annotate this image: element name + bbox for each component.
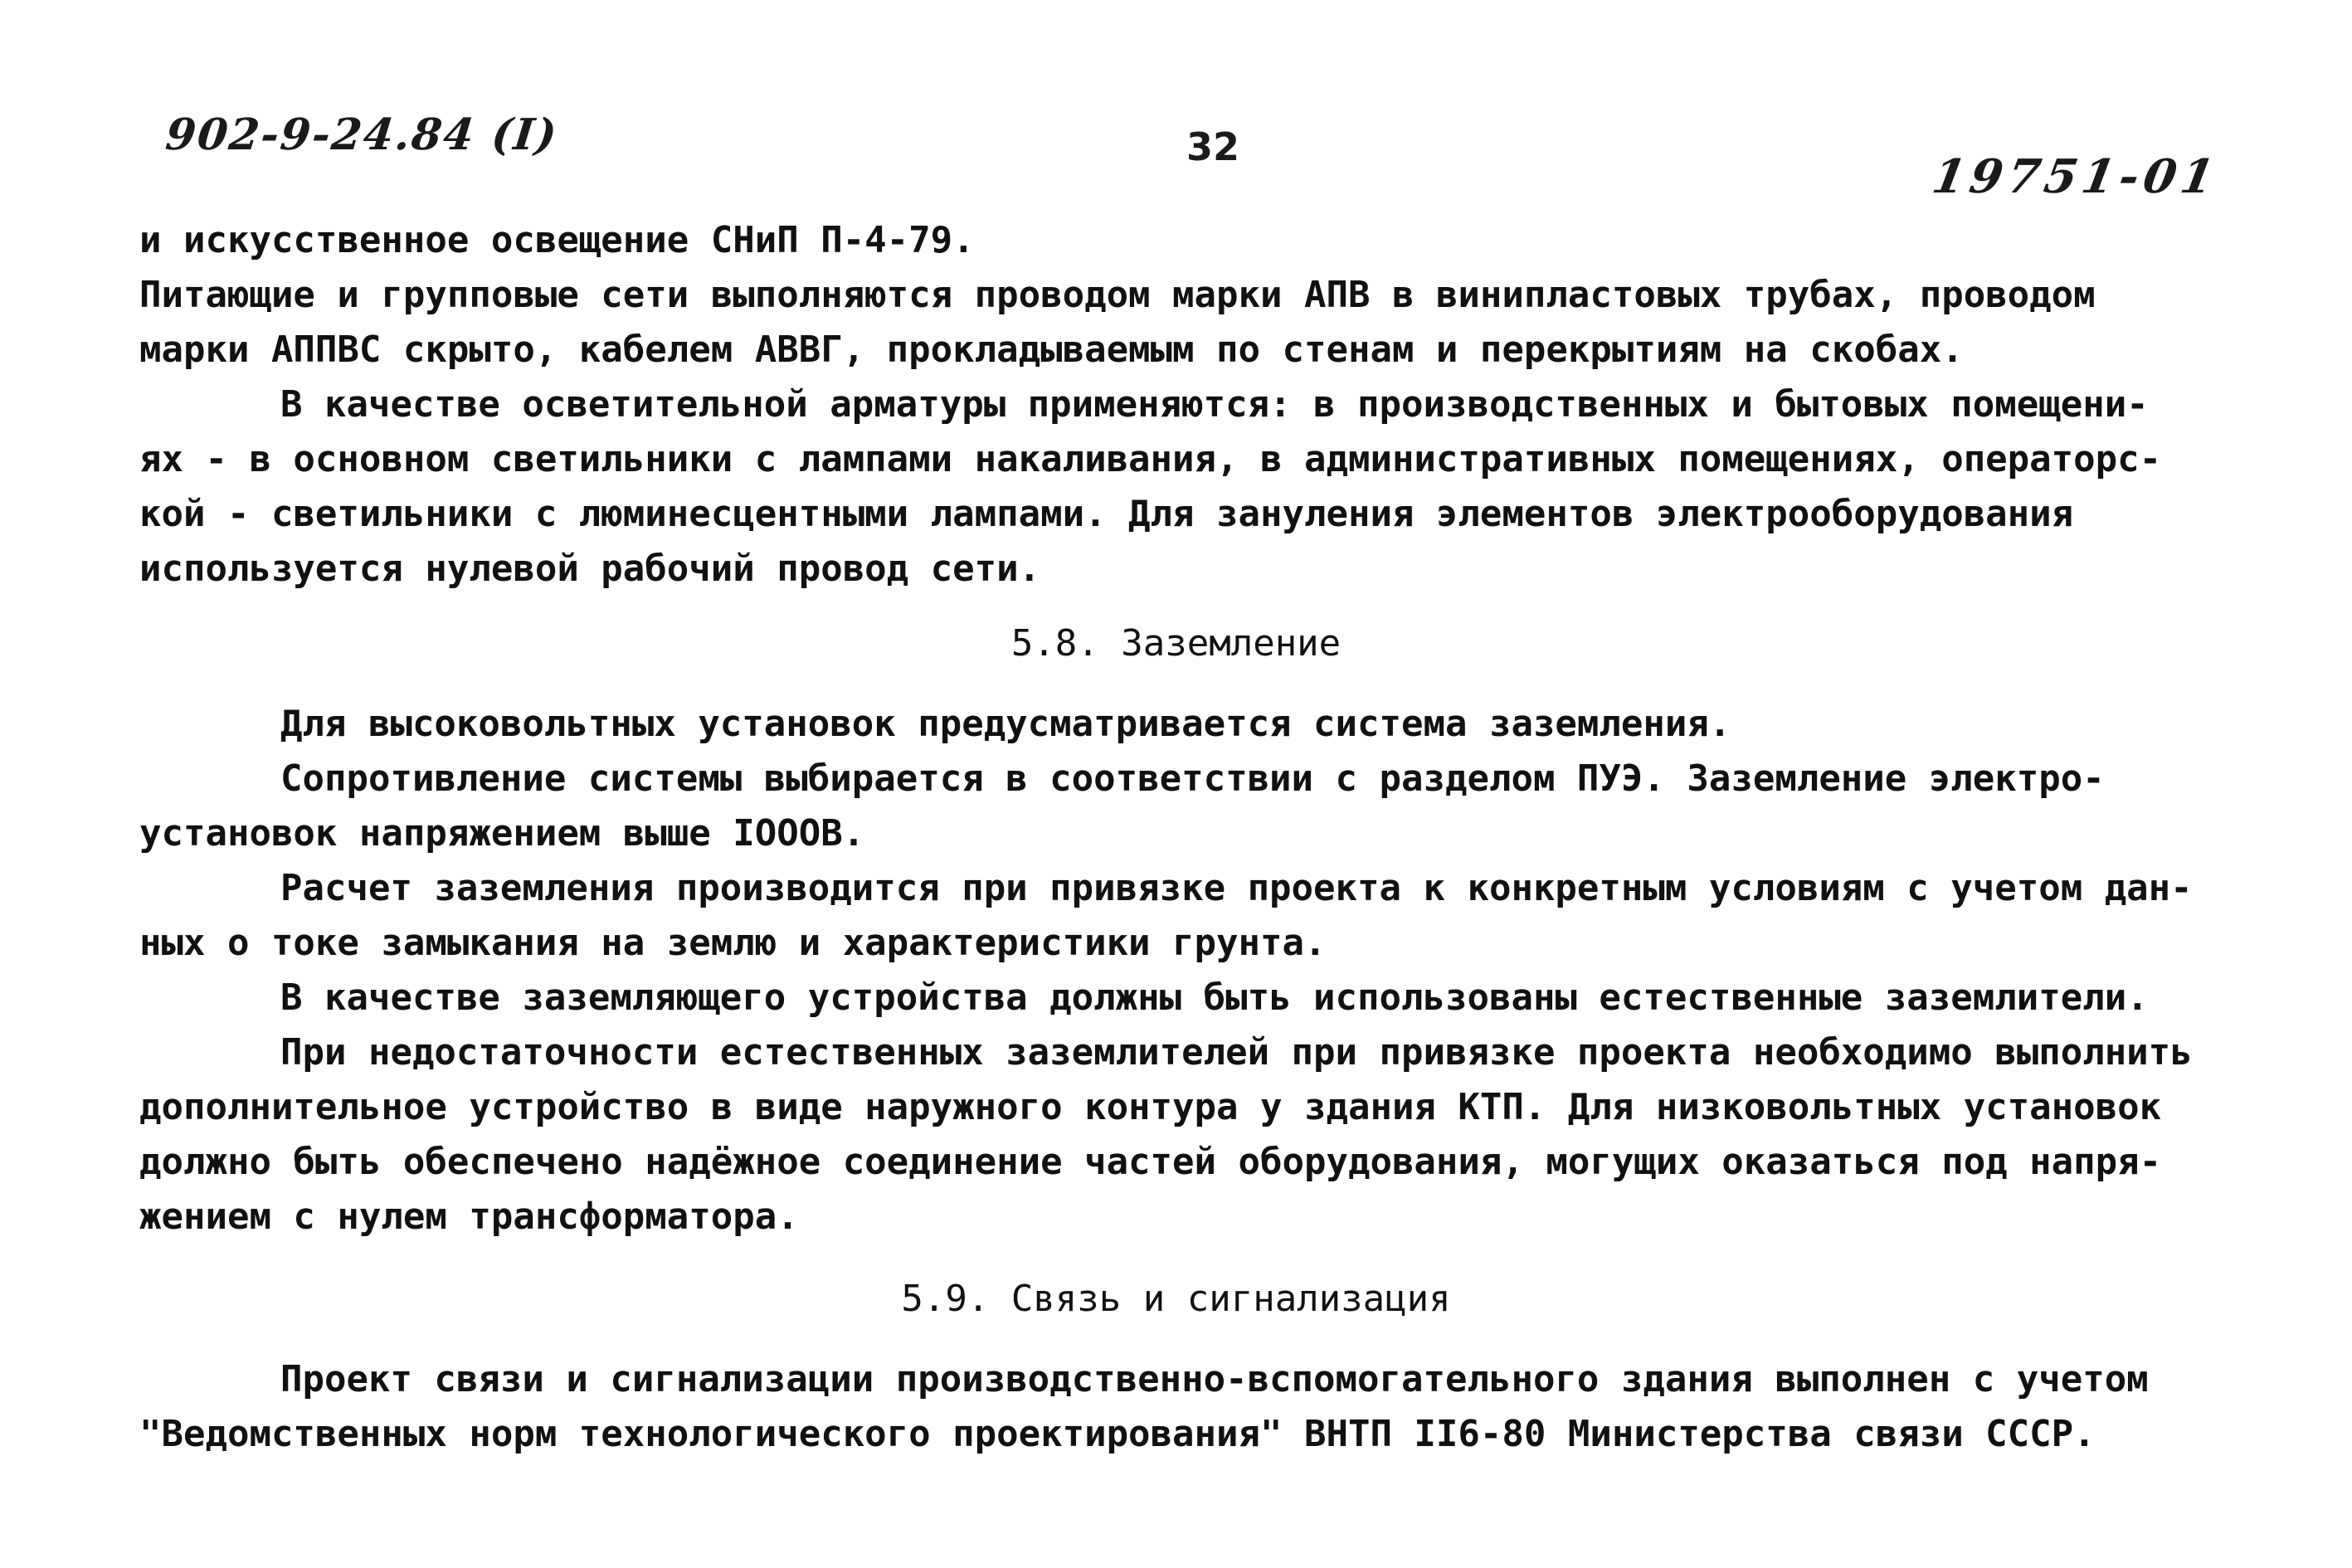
text-line: марки АППВС скрыто, кабелем АВВГ, прокладываемым по стенам и перекрытиям на скобах. xyxy=(139,329,1964,371)
text-line: ях - в основном светильники с лампами накаливания, в административных помещениях, операторс- xyxy=(139,438,2162,480)
page-number: 32 xyxy=(1186,124,1240,169)
text-line: В качестве осветительной арматуры применяются: в производственных и бытовых помещени- xyxy=(280,383,2149,426)
text-line: жением с нулем трансформатора. xyxy=(139,1195,799,1238)
text-line: "Ведомственных норм технологического проектирования" ВНТП II6-80 Министерства связи СССР. xyxy=(139,1413,2096,1455)
text-line: Сопротивление системы выбирается в соответствии с разделом ПУЭ. Заземление электро- xyxy=(280,757,2105,800)
handwritten-registration-number: 19751-01 xyxy=(1928,149,2223,204)
section-heading-communications: 5.9. Связь и сигнализация xyxy=(901,1278,1451,1320)
text-line: установок напряжением выше IOOOВ. xyxy=(139,812,865,855)
text-line: кой - светильники с люминесцентными лампами. Для зануления элементов электрооборудования xyxy=(139,493,2074,535)
lighting-paragraphs xyxy=(139,213,2247,597)
text-line: должно быть обеспечено надёжное соединение частей оборудования, могущих оказаться под напря- xyxy=(139,1141,2162,1183)
handwritten-document-code: 902-9-24.84 (I) xyxy=(163,110,561,160)
section-heading-grounding: 5.8. Заземление xyxy=(1010,622,1342,665)
text-line: При недостаточности естественных заземлителей при привязке проекта необходимо выполнить xyxy=(280,1031,2193,1074)
text-line: В качестве заземляющего устройства должны быть использованы естественные заземлители. xyxy=(280,976,2149,1019)
communications-paragraphs xyxy=(139,1352,2247,1462)
text-line: и искусственное освещение СНиП П-4-79. xyxy=(139,219,975,261)
text-line: Для высоковольтных установок предусматривается система заземления. xyxy=(280,703,1731,745)
text-line: дополнительное устройство в виде наружного контура у здания КТП. Для низковольтных установок xyxy=(139,1086,2162,1128)
text-line: Расчет заземления производится при привязке проекта к конкретным условиям с учетом дан- xyxy=(280,867,2193,909)
grounding-paragraphs xyxy=(139,697,2247,1244)
text-line: используется нулевой рабочий провод сети. xyxy=(139,548,1041,590)
text-line: Проект связи и сигнализации производственно-вспомогательного здания выполнен с учетом xyxy=(280,1358,2149,1400)
text-line: Питающие и групповые сети выполняются проводом марки АПВ в винипластовых трубах, проводом xyxy=(139,274,2096,316)
text-line: ных о токе замыкания на землю и характеристики грунта. xyxy=(139,922,1327,964)
